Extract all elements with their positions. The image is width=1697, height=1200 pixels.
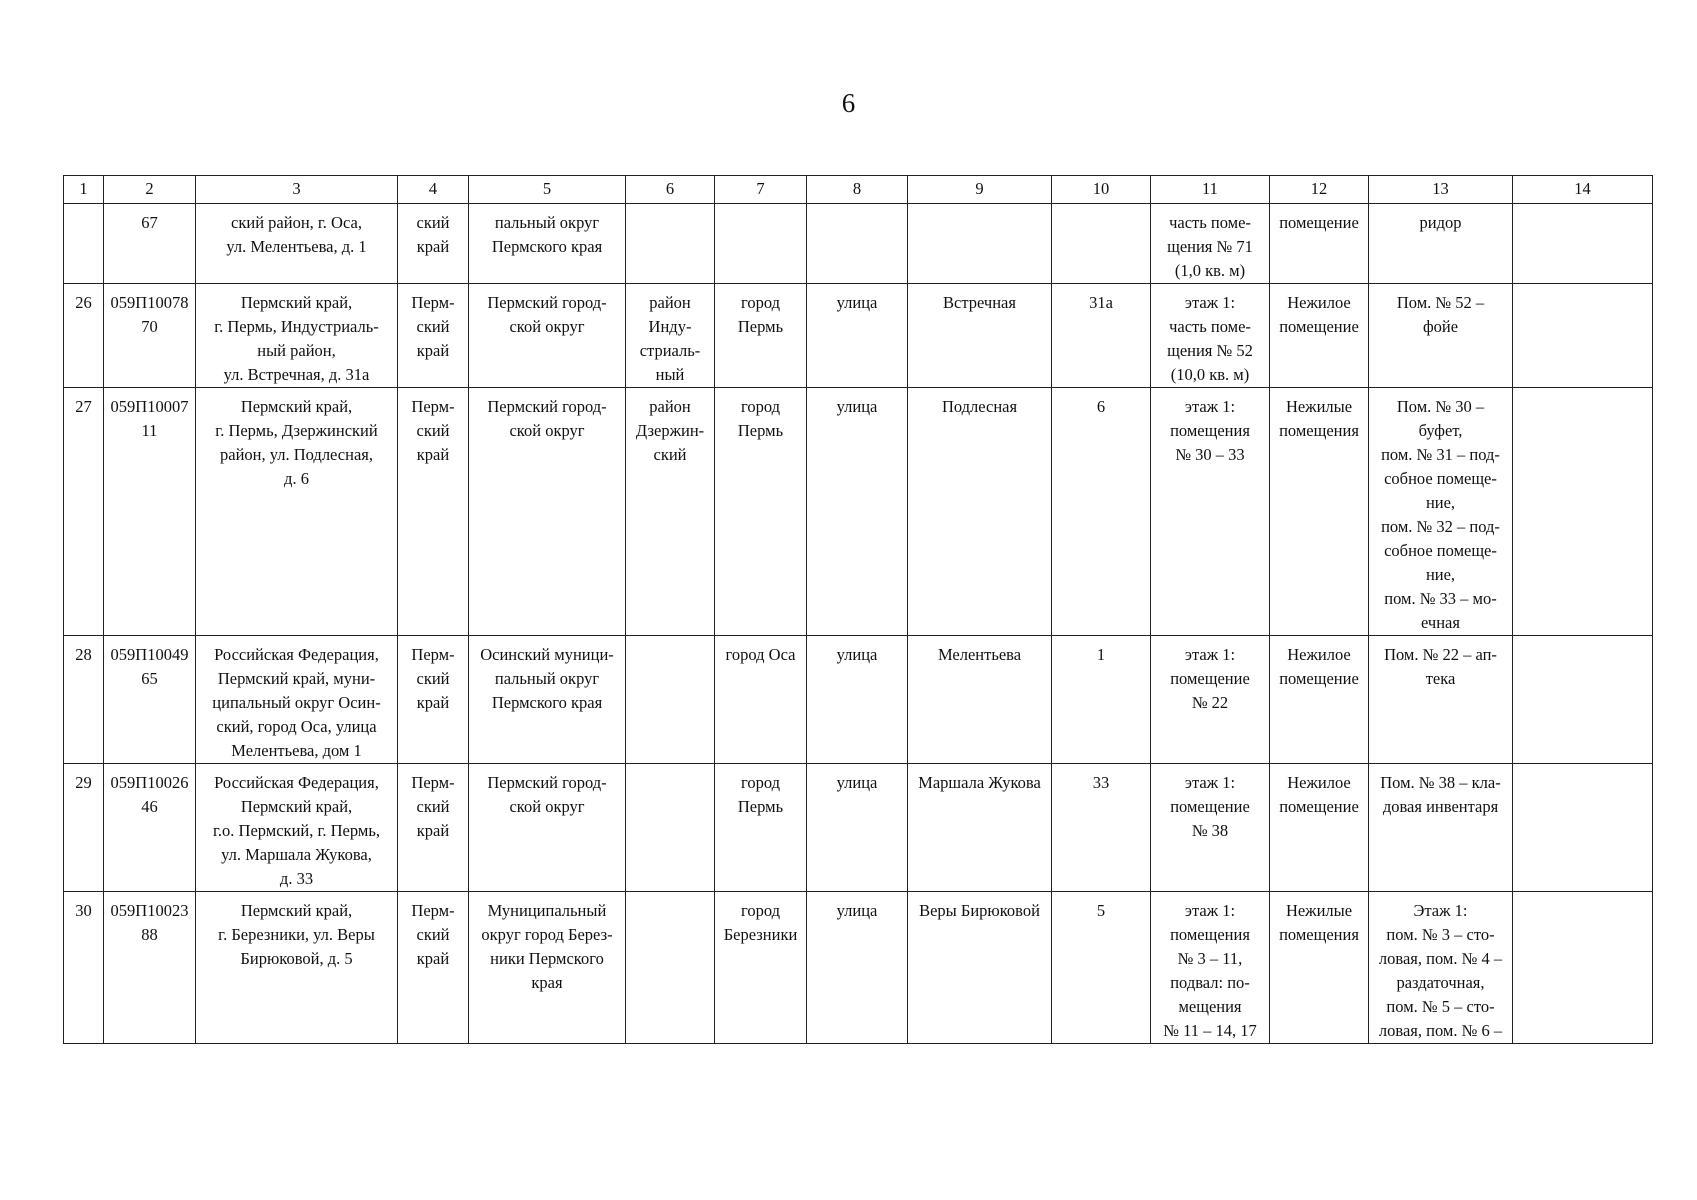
column-number-header: 7	[715, 176, 807, 204]
table-cell: Веры Бирюковой	[908, 892, 1052, 1044]
table-cell	[626, 764, 715, 892]
table-cell: 27	[64, 388, 104, 636]
column-number-header: 4	[398, 176, 469, 204]
table-cell: улица	[807, 892, 908, 1044]
registry-table	[63, 175, 1653, 1044]
table-row	[64, 204, 1653, 284]
table-cell: Пермский город- ской округ	[469, 388, 626, 636]
table-cell: Мелентьева	[908, 636, 1052, 764]
column-number-header: 12	[1270, 176, 1369, 204]
table-cell: Пом. № 30 – буфет, пом. № 31 – под- собное помеще- ние, пом. № 32 – под- собное помеще- ние, пом. № 33 – мо- ечная	[1369, 388, 1513, 636]
table-cell: этаж 1: помещения № 3 – 11, подвал: по- мещения № 11 – 14, 17	[1151, 892, 1270, 1044]
table-cell: город Оса	[715, 636, 807, 764]
table-cell	[1052, 204, 1151, 284]
table-cell: город Пермь	[715, 764, 807, 892]
table-cell	[715, 204, 807, 284]
table-cell	[908, 204, 1052, 284]
table-cell: ридор	[1369, 204, 1513, 284]
table-cell: город Пермь	[715, 388, 807, 636]
table-cell: 1	[1052, 636, 1151, 764]
column-number-header: 13	[1369, 176, 1513, 204]
table-cell: район Дзержин- ский	[626, 388, 715, 636]
table-cell: Пермский край, г. Пермь, Дзержинский район, ул. Подлесная, д. 6	[196, 388, 398, 636]
column-number-header: 14	[1513, 176, 1653, 204]
table-cell: Муниципальный округ город Берез- ники Пермского края	[469, 892, 626, 1044]
table-cell: 059П10049 65	[104, 636, 196, 764]
table-cell: Пом. № 22 – ап- тека	[1369, 636, 1513, 764]
table-cell: 26	[64, 284, 104, 388]
table-cell: Нежилое помещение	[1270, 284, 1369, 388]
table-cell: 5	[1052, 892, 1151, 1044]
table-cell: 059П10078 70	[104, 284, 196, 388]
table-cell: Перм- ский край	[398, 284, 469, 388]
table-cell: Нежилое помещение	[1270, 764, 1369, 892]
table-cell: улица	[807, 636, 908, 764]
table-cell	[807, 204, 908, 284]
table-cell: 29	[64, 764, 104, 892]
table-cell: район Инду- стриаль- ный	[626, 284, 715, 388]
table-cell	[626, 892, 715, 1044]
table-cell: улица	[807, 764, 908, 892]
table-cell: город Березники	[715, 892, 807, 1044]
table-cell: Пермский край, г. Пермь, Индустриаль- ный район, ул. Встречная, д. 31а	[196, 284, 398, 388]
table-cell	[64, 204, 104, 284]
table-cell: этаж 1: часть поме- щения № 52 (10,0 кв. м)	[1151, 284, 1270, 388]
page-number: 6	[841, 88, 856, 118]
table-cell	[1513, 204, 1653, 284]
table-row	[64, 636, 1653, 764]
table-cell: Пом. № 52 – фойе	[1369, 284, 1513, 388]
table-cell: этаж 1: помещение № 22	[1151, 636, 1270, 764]
table-cell: 30	[64, 892, 104, 1044]
table-cell: Российская Федерация, Пермский край, муни- ципальный округ Осин- ский, город Оса, улица Мелентьева, дом 1	[196, 636, 398, 764]
table-cell: Нежилые помещения	[1270, 388, 1369, 636]
table-cell	[1513, 892, 1653, 1044]
table-cell: Нежилые помещения	[1270, 892, 1369, 1044]
table-cell: Подлесная	[908, 388, 1052, 636]
column-number-header: 9	[908, 176, 1052, 204]
table-cell: Осинский муници- пальный округ Пермского края	[469, 636, 626, 764]
table-cell: Пермский город- ской округ	[469, 764, 626, 892]
column-number-header: 6	[626, 176, 715, 204]
table-cell: пальный округ Пермского края	[469, 204, 626, 284]
table-cell: 059П10026 46	[104, 764, 196, 892]
table-cell: 059П10007 11	[104, 388, 196, 636]
table-cell: Этаж 1: пом. № 3 – сто- ловая, пом. № 4 – раздаточная, пом. № 5 – сто- ловая, пом. № 6 –	[1369, 892, 1513, 1044]
table-cell: Перм- ский край	[398, 764, 469, 892]
table-cell: 31а	[1052, 284, 1151, 388]
column-number-header: 2	[104, 176, 196, 204]
table-row	[64, 764, 1653, 892]
table-row	[64, 892, 1653, 1044]
table-cell: улица	[807, 284, 908, 388]
column-number-header: 5	[469, 176, 626, 204]
table-cell: Пермский город- ской округ	[469, 284, 626, 388]
column-number-header: 1	[64, 176, 104, 204]
table-cell: Встречная	[908, 284, 1052, 388]
table-cell: Перм- ский край	[398, 892, 469, 1044]
column-number-header: 10	[1052, 176, 1151, 204]
table-cell: часть поме- щения № 71 (1,0 кв. м)	[1151, 204, 1270, 284]
column-number-header: 8	[807, 176, 908, 204]
table-cell	[626, 636, 715, 764]
table-cell: 67	[104, 204, 196, 284]
table-cell: Перм- ский край	[398, 388, 469, 636]
table-cell: этаж 1: помещения № 30 – 33	[1151, 388, 1270, 636]
table-cell: Перм- ский край	[398, 636, 469, 764]
table-cell	[626, 204, 715, 284]
table-cell	[1513, 388, 1653, 636]
table-cell	[1513, 284, 1653, 388]
column-number-header: 3	[196, 176, 398, 204]
table-cell: Нежилое помещение	[1270, 636, 1369, 764]
table-cell: помещение	[1270, 204, 1369, 284]
table-cell: 059П10023 88	[104, 892, 196, 1044]
table-cell: этаж 1: помещение № 38	[1151, 764, 1270, 892]
table-cell	[1513, 636, 1653, 764]
table-cell: 28	[64, 636, 104, 764]
table-row	[64, 388, 1653, 636]
table-cell: Пом. № 38 – кла- довая инвентаря	[1369, 764, 1513, 892]
header-row	[64, 176, 1653, 204]
table-cell: Пермский край, г. Березники, ул. Веры Бирюковой, д. 5	[196, 892, 398, 1044]
table-cell	[1513, 764, 1653, 892]
table-cell: Маршала Жукова	[908, 764, 1052, 892]
table-cell: 33	[1052, 764, 1151, 892]
table-cell: улица	[807, 388, 908, 636]
table-cell: Российская Федерация, Пермский край, г.о. Пермский, г. Пермь, ул. Маршала Жукова, д. 33	[196, 764, 398, 892]
column-number-header: 11	[1151, 176, 1270, 204]
table-cell: 6	[1052, 388, 1151, 636]
table-row	[64, 284, 1653, 388]
table-cell: город Пермь	[715, 284, 807, 388]
table-cell: ский район, г. Оса, ул. Мелентьева, д. 1	[196, 204, 398, 284]
table-cell: ский край	[398, 204, 469, 284]
